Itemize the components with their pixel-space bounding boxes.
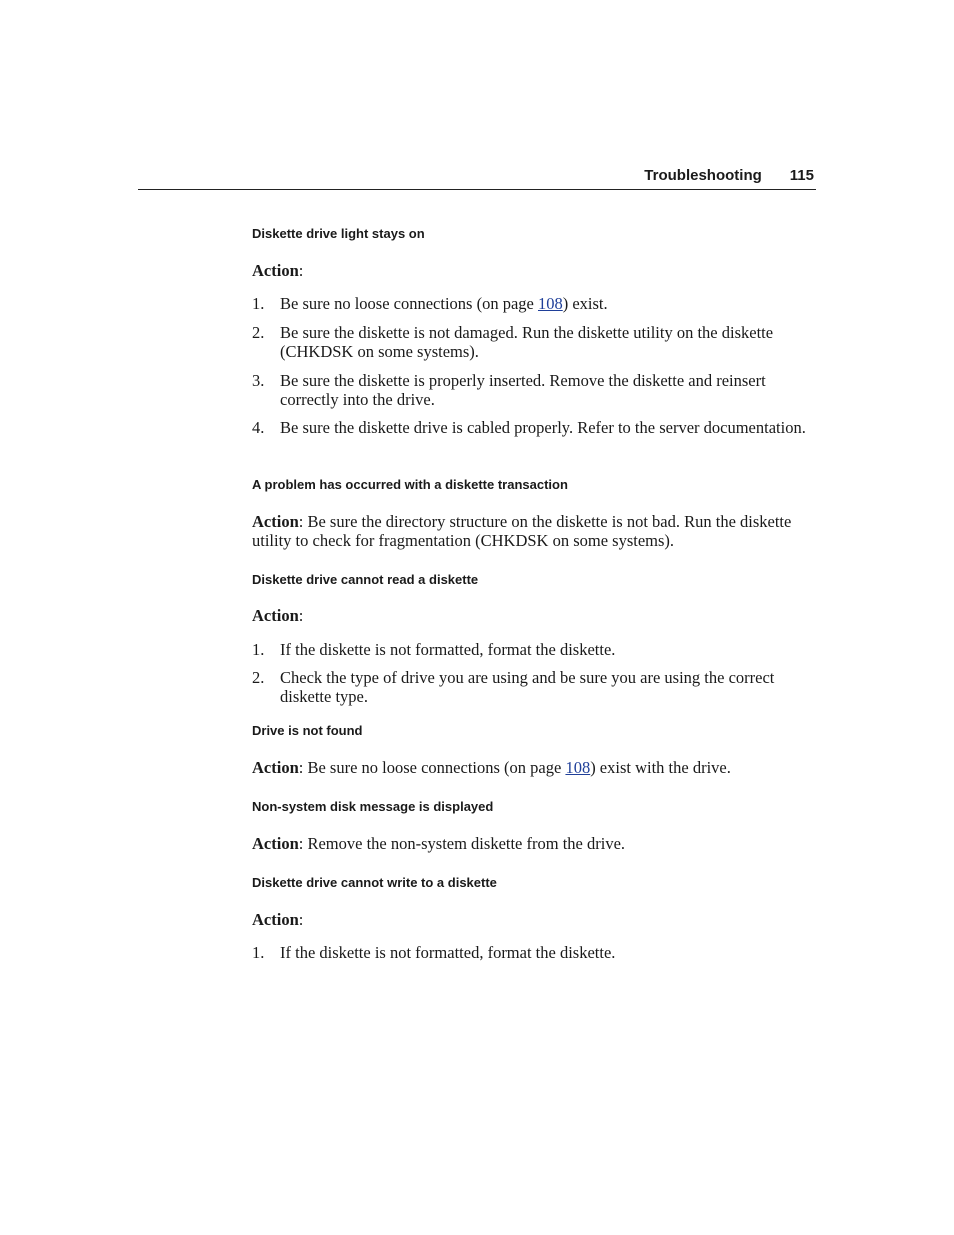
section-heading: Diskette drive cannot read a diskette [252,572,479,587]
action-label: Action [252,606,299,625]
list-number: 1. [252,294,265,313]
list-item [252,418,816,437]
action-label: Action [252,758,299,777]
section-heading: Diskette drive light stays on [252,226,425,241]
list-text: Be sure the diskette is properly inserted. Remove the diskette and reinsert correctly into the drive. [280,371,766,409]
list-text: Be sure the diskette is not damaged. Run the diskette utility on the diskette (CHKDSK on some systems). [280,323,774,361]
list-text: If the diskette is not formatted, format the diskette. [280,943,616,962]
list-number: 1. [252,943,265,962]
header-title: Troubleshooting [644,167,762,184]
action-label: Action [252,261,299,280]
list-item [252,668,816,706]
page-number: 115 [789,167,814,184]
section-heading: Drive is not found [252,723,363,738]
action-paragraph: Action: [252,606,304,625]
action-paragraph: Action: Be sure no loose connections (on page 108) exist with the drive. [252,758,731,777]
page-link[interactable]: 108 [565,758,591,777]
list-text: Be sure the diskette drive is cabled properly. Refer to the server documentation. [280,418,806,437]
section-heading: Diskette drive cannot write to a diskette [252,875,497,890]
list-item [252,640,816,659]
list-text: Check the type of drive you are using and be sure you are using the correct diskette type. [280,668,775,706]
action-paragraph: Action: Remove the non-system diskette from the drive. [252,834,626,853]
list-item [252,943,816,962]
page-link[interactable]: 108 [537,294,563,313]
list-number: 2. [252,323,265,342]
action-paragraph: Action: Be sure the directory structure on the diskette is not bad. Run the diskette utility to check for fragmentation (CHKDSK on some systems). [252,512,792,550]
section-heading: Non-system disk message is displayed [252,799,494,814]
list-number: 2. [252,668,265,687]
list-number: 1. [252,640,265,659]
list-text: If the diskette is not formatted, format the diskette. [280,640,616,659]
action-paragraph: Action: [252,910,304,929]
list-number: 3. [252,371,265,390]
list-item [252,371,816,409]
action-label: Action [252,910,299,929]
action-label: Action [252,834,299,853]
action-label: Action [252,512,299,531]
action-paragraph: Action: [252,261,304,280]
list-number: 4. [252,418,265,437]
section-heading: A problem has occurred with a diskette transaction [252,477,568,492]
list-item [252,323,816,361]
list-item: 1. Be sure no loose connections (on page 108) exist. [252,294,608,313]
running-header [138,167,816,190]
